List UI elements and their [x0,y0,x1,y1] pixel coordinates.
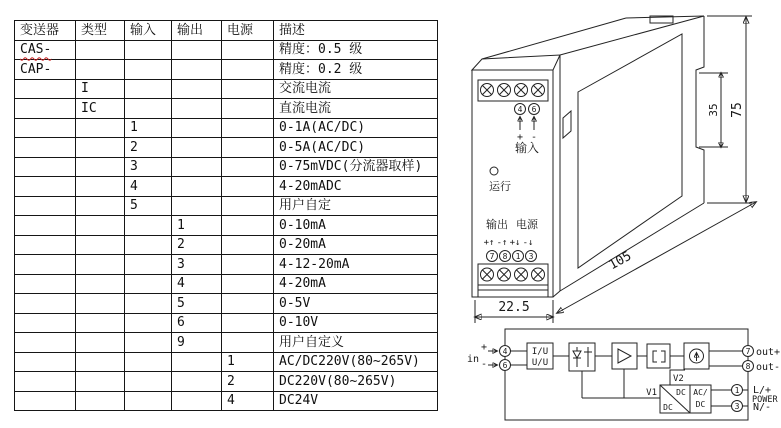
table-cell: 2 [222,372,274,392]
dim-105: 105 [606,248,635,274]
table-cell [222,99,274,119]
table-cell [125,391,172,411]
table-cell: 精度：0.5 级 [274,40,438,60]
table-cell [222,40,274,60]
table-cell [222,274,274,294]
table-header-row [15,21,438,41]
table-cell [222,60,274,80]
input-terminal-markers [515,104,540,156]
table-cell [125,216,172,236]
table-cell [172,79,222,99]
table-row [15,157,438,177]
dimension-rail-slot [699,73,728,147]
screw-terminal-icon [532,84,545,97]
dimension-depth [557,202,756,313]
table-cell [15,372,76,392]
table-cell [76,177,125,197]
table-cell [125,255,172,275]
col-header-power: 电源 [222,21,274,41]
table-row [15,294,438,314]
table-cell: 4 [125,177,172,197]
isolation-transformer-block [647,344,670,368]
screw-terminal-icon [498,84,511,97]
svg-text:I/U: I/U [531,347,549,357]
table-cell: 4 [222,391,274,411]
table-cell: 3 [125,157,172,177]
table-cell [222,294,274,314]
table-cell: 2 [172,235,222,255]
table-cell: 0-75mVDC(分流器取样) [274,157,438,177]
minus-sign: - [530,132,538,143]
table-cell [76,313,125,333]
output-label: 输出 [486,218,508,231]
transformer-icon [661,351,665,362]
table-cell [172,138,222,158]
table-row [15,196,438,216]
side-window [563,111,571,138]
dimension-front-width [475,300,553,323]
run-label: 运行 [489,180,511,193]
table-cell [222,79,274,99]
table-cell: 用户自定 [274,196,438,216]
table-cell [76,255,125,275]
table-cell [76,157,125,177]
minus-sign: - [481,359,488,370]
table-cell [222,333,274,353]
col-header-output: 输出 [172,21,222,41]
table-cell [125,79,172,99]
table-cell [15,294,76,314]
table-cell: 0-1A(AC/DC) [274,118,438,138]
table-cell: 9 [172,333,222,353]
table-cell [125,352,172,372]
table-cell [125,235,172,255]
table-cell: 3 [172,255,222,275]
neutral-label: N/- [753,402,772,413]
table-cell [76,60,125,80]
transformer-icon [653,351,657,362]
terminal-number: 4 [517,105,523,114]
table-cell [125,60,172,80]
table-cell [76,294,125,314]
table-cell [172,177,222,197]
table-cell [15,333,76,353]
table-cell [15,352,76,372]
table-row [15,40,438,60]
terminal-number: 3 [528,252,534,261]
table-cell [15,274,76,294]
dim-35: 35 [707,103,720,117]
table-cell [15,196,76,216]
out-plus-label: out+ [756,347,781,358]
run-led-icon [490,167,498,175]
table-cell: 0-5V [274,294,438,314]
table-cell [15,138,76,158]
terminal-number: 4 [502,347,508,356]
table-cell: CAS- [15,40,76,60]
table-cell [222,216,274,236]
table-cell: 用户自定义 [274,333,438,353]
table-cell [222,235,274,255]
table-row [15,391,438,411]
table-cell: 0-5A(AC/DC) [274,138,438,158]
table-cell [125,313,172,333]
table-cell: 4-20mA [274,274,438,294]
current-source-block [684,343,709,369]
table-cell: 1 [125,118,172,138]
svg-text:AC/: AC/ [693,388,708,397]
table-row [15,216,438,236]
protection-diodes-block [569,343,595,371]
module-front-face [472,70,553,297]
terminal-number: 3 [734,402,740,411]
table-cell [125,333,172,353]
table-cell [172,40,222,60]
dim-75: 75 [730,102,745,118]
table-cell: 6 [172,313,222,333]
plus-sign: + [481,342,488,353]
terminal-number: 7 [745,347,751,356]
table-cell [172,157,222,177]
io-sign: -↑ [496,238,508,248]
table-cell [222,255,274,275]
table-cell [222,118,274,138]
table-cell [172,391,222,411]
io-sign: +↑ [483,238,495,248]
screw-terminal-icon [481,84,494,97]
table-cell: DC220V(80~265V) [274,372,438,392]
table-row [15,138,438,158]
v2-label: V2 [673,374,684,384]
power-label: 电源 [516,218,538,231]
table-cell [76,274,125,294]
terminal-number: 1 [734,386,740,395]
table-row [15,235,438,255]
table-cell: 2 [125,138,172,158]
side-panel [578,34,682,268]
terminal-number: 1 [515,252,521,261]
table-row [15,255,438,275]
table-row [15,60,438,80]
input-label: 输入 [514,141,540,155]
v1-label: V1 [646,388,657,398]
table-cell: AC/DC220V(80~265V) [274,352,438,372]
table-cell [15,255,76,275]
table-cell [15,99,76,119]
table-cell [222,196,274,216]
table-cell [222,138,274,158]
table-cell [172,99,222,119]
power-label: POWER [752,395,778,405]
table-cell: DC24V [274,391,438,411]
table-cell [125,294,172,314]
table-cell: I [76,79,125,99]
screw-terminal-icon [481,268,494,281]
table-cell: CAP- [15,60,76,80]
table-cell [76,138,125,158]
table-cell [125,40,172,60]
table-cell [172,372,222,392]
table-cell: 5 [125,196,172,216]
table-cell [76,196,125,216]
table-cell: 4-12-20mA [274,255,438,275]
col-header-description: 描述 [274,21,438,41]
table-cell [76,391,125,411]
table-body [15,40,438,411]
table-cell [222,157,274,177]
line-label: L/+ [753,385,772,396]
technical-drawings [440,0,781,428]
table-row [15,177,438,197]
table-cell [76,216,125,236]
terminal-number: 8 [502,252,508,261]
table-cell: 精度：0.2 级 [274,60,438,80]
table-cell [125,274,172,294]
table-row [15,79,438,99]
table-cell [172,196,222,216]
table-cell: 4-20mADC [274,177,438,197]
table-cell [76,235,125,255]
table-cell [15,157,76,177]
table-cell [15,177,76,197]
table-cell [15,391,76,411]
top-terminal-strip [478,80,548,101]
table-cell: IC [76,99,125,119]
terminal-number: 8 [745,362,751,371]
table-cell: 1 [222,352,274,372]
table-cell [76,352,125,372]
dim-22-5: 22.5 [498,300,530,315]
screw-terminal-icon [498,268,511,281]
table-cell [15,235,76,255]
rail-notch-edge [696,16,704,203]
col-header-input: 输入 [125,21,172,41]
col-header-type: 类型 [76,21,125,41]
table-cell [172,60,222,80]
table-cell [76,333,125,353]
svg-text:DC: DC [663,403,673,412]
in-label: in [467,354,480,365]
svg-text:U/U: U/U [531,358,549,368]
table-cell: 0-10V [274,313,438,333]
table-cell [222,313,274,333]
plus-sign: + [516,132,524,143]
terminal-number: 6 [531,105,537,114]
table-cell [172,352,222,372]
dcdc-converter-block [660,385,690,413]
table-cell: 交流电流 [274,79,438,99]
module-3d-drawing [472,16,756,323]
table-cell [76,40,125,60]
table-cell: 直流电流 [274,99,438,119]
table-row [15,274,438,294]
terminal-number: 7 [489,252,495,261]
table-row [15,352,438,372]
table-cell [76,118,125,138]
table-cell [125,372,172,392]
acdc-converter-block [690,385,711,413]
screw-terminal-icon [532,268,545,281]
table-cell [76,372,125,392]
table-cell: 5 [172,294,222,314]
table-cell [222,177,274,197]
diode-icon [573,351,581,358]
bottom-terminal-markers [487,251,537,262]
table-cell: 4 [172,274,222,294]
table-cell: 0-10mA [274,216,438,236]
table-row [15,372,438,392]
table-cell [15,313,76,333]
table-row [15,313,438,333]
amplifier-block [612,343,637,369]
terminal-number: 6 [502,361,508,370]
table-cell: 0-20mA [274,235,438,255]
io-sign: +↓ [509,238,521,248]
table-row [15,118,438,138]
block-diagram [467,329,780,420]
table-cell: 1 [172,216,222,236]
screw-terminal-icon [515,84,528,97]
table-cell [172,118,222,138]
col-header-transmitter: 变送器 [15,21,76,41]
selection-table [14,20,438,411]
table-cell [15,118,76,138]
io-sign: -↓ [522,238,534,248]
table-cell [125,99,172,119]
amplifier-icon [618,349,631,363]
screw-terminal-icon [515,268,528,281]
svg-text:DC: DC [676,388,686,397]
table-row [15,333,438,353]
table-cell [15,216,76,236]
table-row [15,99,438,119]
table-cell [15,79,76,99]
bottom-terminal-strip [478,264,548,297]
svg-text:DC: DC [695,400,706,409]
out-minus-label: out- [756,362,781,373]
